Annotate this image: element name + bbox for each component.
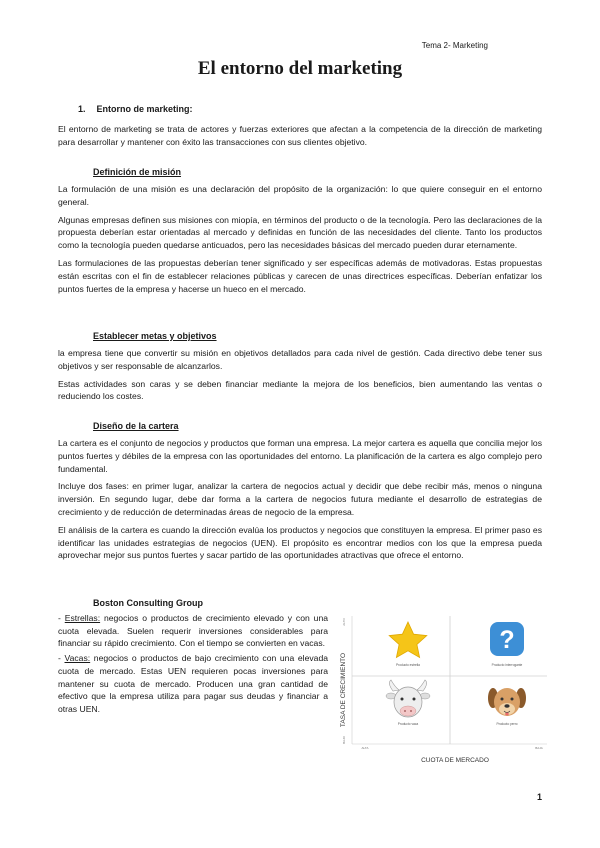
y-axis-low: BAJO xyxy=(342,736,346,744)
paragraph: Incluye dos fases: en primer lugar, analizar la cartera de negocios actual y decidir que debe recibir más, menos o ninguna inversión. En segundo lugar, debe dar forma a la cartera de negocios futura mediante el desarrollo de estrategias de crecimiento y de reducción de determinadas áreas de negocio de la empresa. xyxy=(58,481,542,517)
paragraph: Las formulaciones de las propuestas deberían tener significado y ser específicas además de motivadoras. Estas propuestas están escritas con el fin de establecer relaciones públicas y carecen de unas directrices específicas. Deberían enfatizar los puntos fuertes de la empresa y hacerse un hueco en el mercado. xyxy=(58,257,542,294)
quadrant-star-label: Producto estrella xyxy=(396,663,420,667)
section-entorno xyxy=(58,104,542,154)
quadrant-cow-label: Producto vaca xyxy=(397,722,419,726)
bcg-description: negocios o productos de bajo crecimiento con una elevada cuota de mercado. Estas UEN requieren pocas inversiones para mantener su cuota de mercado. Producen una gran cantidad de efectivo que la empresa utiliza para pagar sus deudas y financiar a otras UEN. xyxy=(58,653,328,714)
bcg-description: negocios o productos de crecimiento elevado y con una cuota elevada. Suelen requerir inversiones considerables para financiar su rápido crecimiento. Con el tiempo se convierten en vacas. xyxy=(58,613,329,649)
subsection-heading: Establecer metas y objetivos xyxy=(93,331,217,341)
star-icon xyxy=(389,622,427,658)
section-mision xyxy=(58,167,542,300)
page-number: 1 xyxy=(536,792,542,802)
dog-icon xyxy=(488,688,526,716)
subsection-heading: Definición de misión xyxy=(93,167,182,177)
paragraph: Estas actividades son caras y se deben financiar mediante la mejora de los beneficios, bien aumentando las ventas o reduciendo los costes. xyxy=(58,378,542,402)
question-mark-icon xyxy=(490,622,524,656)
paragraph: El entorno de marketing se trata de actores y fuerzas exteriores que afectan a la competencia de la dirección de marketing para desarrollar y mantener con éxito las transacciones con sus clientes objetivo. xyxy=(58,124,542,147)
bcg-list xyxy=(58,612,328,718)
paragraph: la empresa tiene que convertir su misión en objetivos detallados para cada nivel de gestión. Cada directivo debe tener sus objetivos y ser responsable de alcanzarlos. xyxy=(58,348,542,371)
paragraph: La cartera es el conjunto de negocios y productos que forman una empresa. La mejor cartera es aquella que concilia mejor los puntos fuertes y débiles de la empresa con las oportunidades del entorno. La planificación de la cartera es algo complejo pero fundamental. xyxy=(58,438,542,474)
page-title: El entorno del marketing xyxy=(197,58,403,79)
bcg-term: Estrellas: xyxy=(64,613,101,623)
x-axis-label: CUOTA DE MERCADO xyxy=(421,757,489,764)
header-tag: Tema 2- Marketing xyxy=(421,41,488,50)
bullet: - xyxy=(58,613,65,623)
section-title: Entorno de marketing: xyxy=(96,104,193,114)
section-number: 1. xyxy=(78,104,86,114)
bcg-item-vacas xyxy=(58,652,328,716)
x-axis-left: ALTA xyxy=(361,746,369,750)
bcg-item-estrellas xyxy=(58,612,328,650)
paragraph: El análisis de la cartera es cuando la dirección evalúa los productos y negocios que constituyen la empresa. El primer paso es identificar las unidades estrategias de negocios (UEN). El propósito es encontrar medios con los que la empresa pueda aprovechar mejor sus puntos fuertes y sacar partido de las oportunidades atractivas que ofrece el entorno. xyxy=(58,524,542,561)
subsection-heading: Diseño de la cartera xyxy=(93,421,179,431)
section-metas xyxy=(58,331,542,408)
paragraph: La formulación de una misión es una declaración del propósito de la organización: lo que quiere conseguir en el entorno general. xyxy=(58,184,542,207)
paragraph: Algunas empresas definen sus misiones con miopía, en términos del producto o de la tecnología. Pero las declaraciones de la propuesta deberían estar orientadas al mercado y definidas en función de las necesidades del cliente. Tanto los productos como la tecnología pueden quedarse anticuados, pero las necesidades básicas del mercado pueden durar eternamente. xyxy=(58,214,542,251)
svg-text:?: ? xyxy=(499,626,515,654)
section-heading xyxy=(58,104,542,114)
bcg-heading-wrap xyxy=(58,598,328,613)
quadrant-dog-label: Producto perro xyxy=(496,722,518,726)
x-axis-right: BAJA xyxy=(535,746,543,750)
y-axis-high: ALTO xyxy=(342,618,346,626)
y-axis-label: TASA DE CRECIMIENTO xyxy=(340,652,347,728)
bcg-heading: Boston Consulting Group xyxy=(93,598,203,608)
bcg-term: Vacas: xyxy=(64,653,91,664)
quadrant-question-label: Producto interrogante xyxy=(491,663,523,667)
bcg-matrix xyxy=(335,612,550,772)
bullet: - xyxy=(58,653,65,664)
cow-icon xyxy=(386,680,430,717)
section-cartera xyxy=(58,421,542,567)
